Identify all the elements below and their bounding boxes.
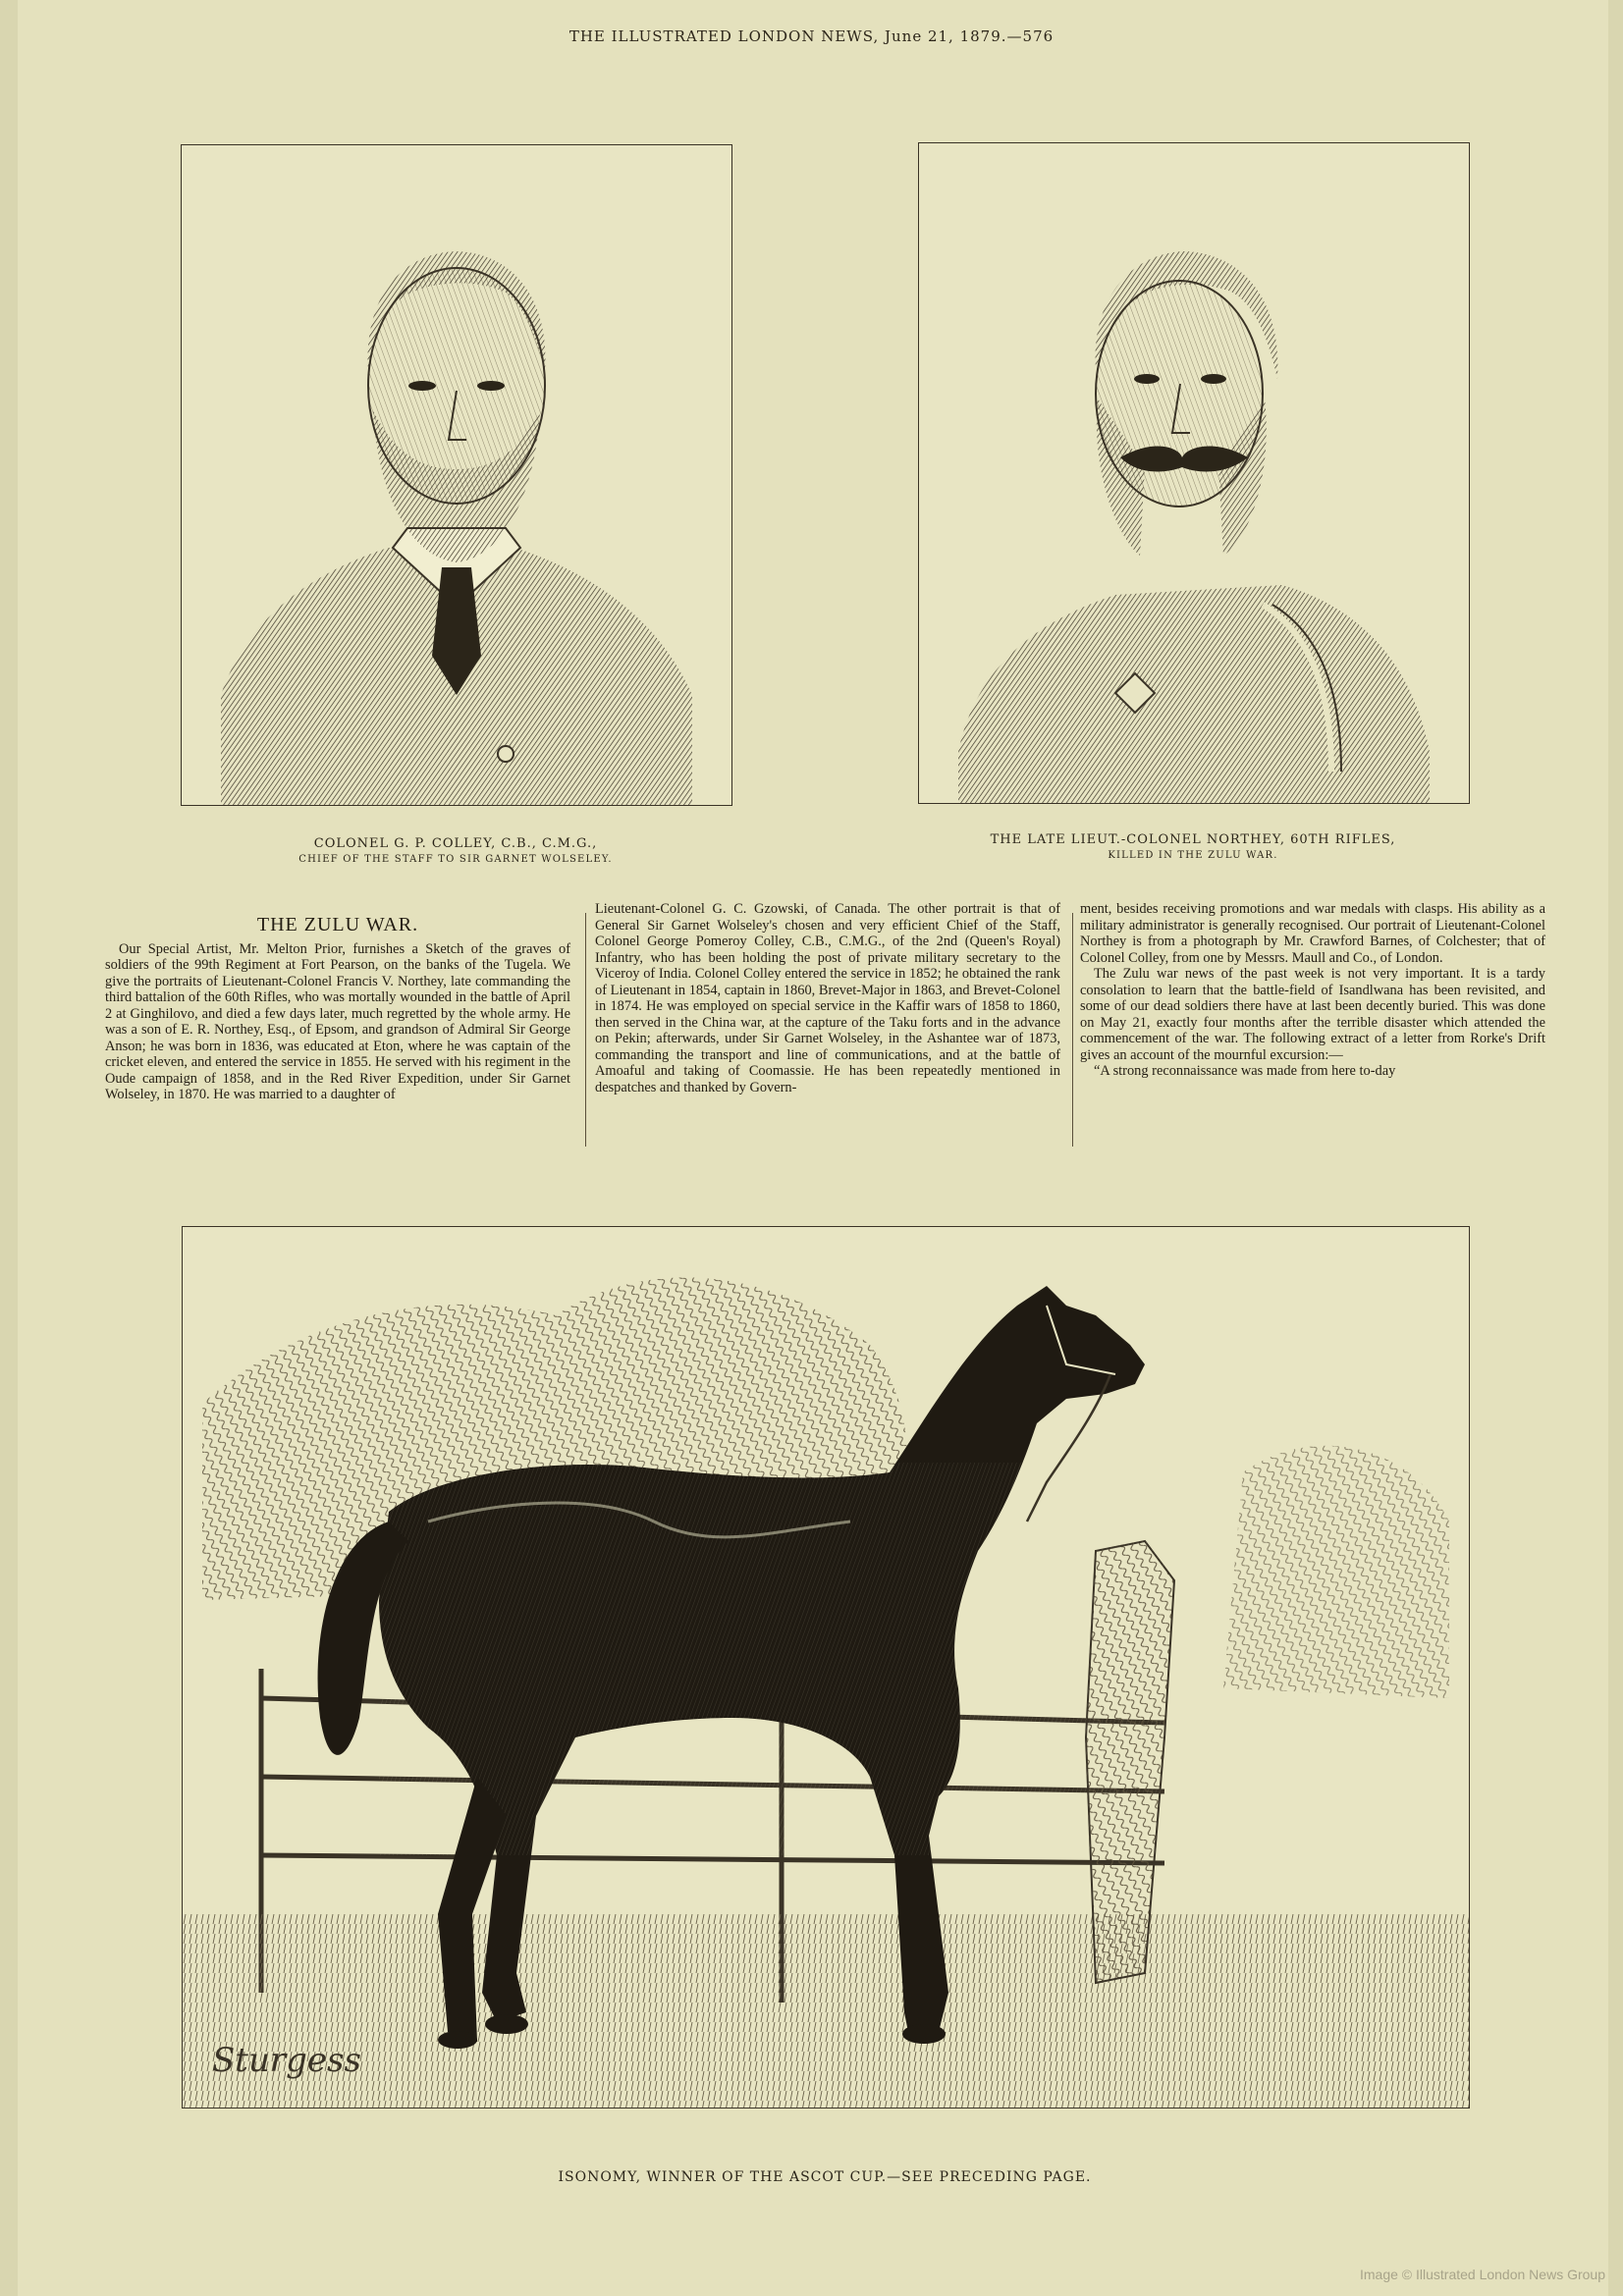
article-column-3 [1080,901,1545,1080]
page-header: THE ILLUSTRATED LONDON NEWS, June 21, 1879.—576 [568,27,1055,45]
article-column-1 [105,911,570,1103]
engraver-signature: Sturgess [212,2041,361,2080]
article-col2-text: Lieutenant-Colonel G. C. Gzowski, of Canada. The other portrait is that of General Sir Garnet Wolseley's chosen and very efficient Chief of the Staff, Colonel George Pomeroy Colley, C.B., C.M.G., of the 2nd (Queen's Royal) Infantry, who has been holding the post of private military secretary to the Viceroy of India. Colonel Colley entered the service in 1852; he obtained the rank of Lieutenant in 1854, captain in 1860, Brevet-Major in 1863, and Brevet-Colonel in 1874. He was employed on special service in the Kaffir wars of 1858 to 1860, then served in the China war, at the capture of the Taku forts and in the advance on Pekin; afterwards, under Sir Garnet Wolseley, in the Ashantee war of 1873, commanding the transport and line of communications, and at the battle of Amoaful and taking of Coomassie. He has been repeatedly mentioned in despatches and thanked by Govern- [595,901,1060,1095]
caption-colley-title: COLONEL G. P. COLLEY, C.B., C.M.G., [313,836,598,851]
article-heading: THE ZULU WAR. [256,914,419,935]
column-rule-2 [1072,913,1073,1147]
article-col3-text-c: “A strong reconnaissance was made from here to-day [1094,1063,1396,1079]
caption-horse: ISONOMY, WINNER OF THE ASCOT CUP.—SEE PRECEDING PAGE. [558,2169,1092,2185]
article-col1-text: Our Special Artist, Mr. Melton Prior, furnishes a Sketch of the graves of soldiers of the 99th Regiment at Fort Pearson, on the banks of the Tugela. We give the portraits of Lieutenant-Colonel Francis V. Northey, late commanding the third battalion of the 60th Rifles, who was mortally wounded in the battle of April 2 at Ginghilovo, and died a few days later, much regretted by the whole army. He was a son of E. R. Northey, Esq., of Epsom, and grandson of Admiral Sir George Anson; he was born in 1836, was educated at Eton, where he was captain of the cricket eleven, and entered the service in 1855. He served with his regiment in the Oude campaign of 1858, and in the Red River Expedition, under Sir Garnet Wolseley, in 1870. He was married to a daughter of [105,940,570,1102]
copyright-watermark: Image © Illustrated London News Group [1359,2267,1605,2282]
caption-northey-title: THE LATE LIEUT.-COLONEL NORTHEY, 60TH RIFLES, [990,832,1396,847]
column-rule-1 [585,913,586,1147]
article-col3-text-b: The Zulu war news of the past week is not very important. It is a tardy consolation to learn that the battle-field of Isandlwana has been revisited, and some of our dead soldiers there have at last been decently buried. This was done on May 21, exactly four months after the terrible disaster which attended the commencement of the war. The following extract of a letter from Rorke's Drift gives an account of the mournful excursion:— [1080,966,1545,1063]
caption-northey [918,832,1468,864]
article-col3-text-a: ment, besides receiving promotions and war medals with clasps. His ability as a military administrator is generally recognised. Our portrait of Lieutenant-Colonel Northey is from a photograph by Mr. Crawford Barnes, of Colchester; that of Colonel Colley, from one by Messrs. Maull and Co., of London. [1080,901,1545,966]
caption-colley [181,836,730,868]
portrait-northey-engraving [918,142,1470,804]
caption-colley-subtitle: CHIEF OF THE STAFF TO SIR GARNET WOLSELEY. [298,854,613,865]
portrait-colley-engraving [181,144,732,806]
article-column-2 [595,901,1060,1095]
caption-northey-subtitle: KILLED IN THE ZULU WAR. [1108,850,1278,861]
horse-isonomy-engraving [182,1226,1470,2109]
